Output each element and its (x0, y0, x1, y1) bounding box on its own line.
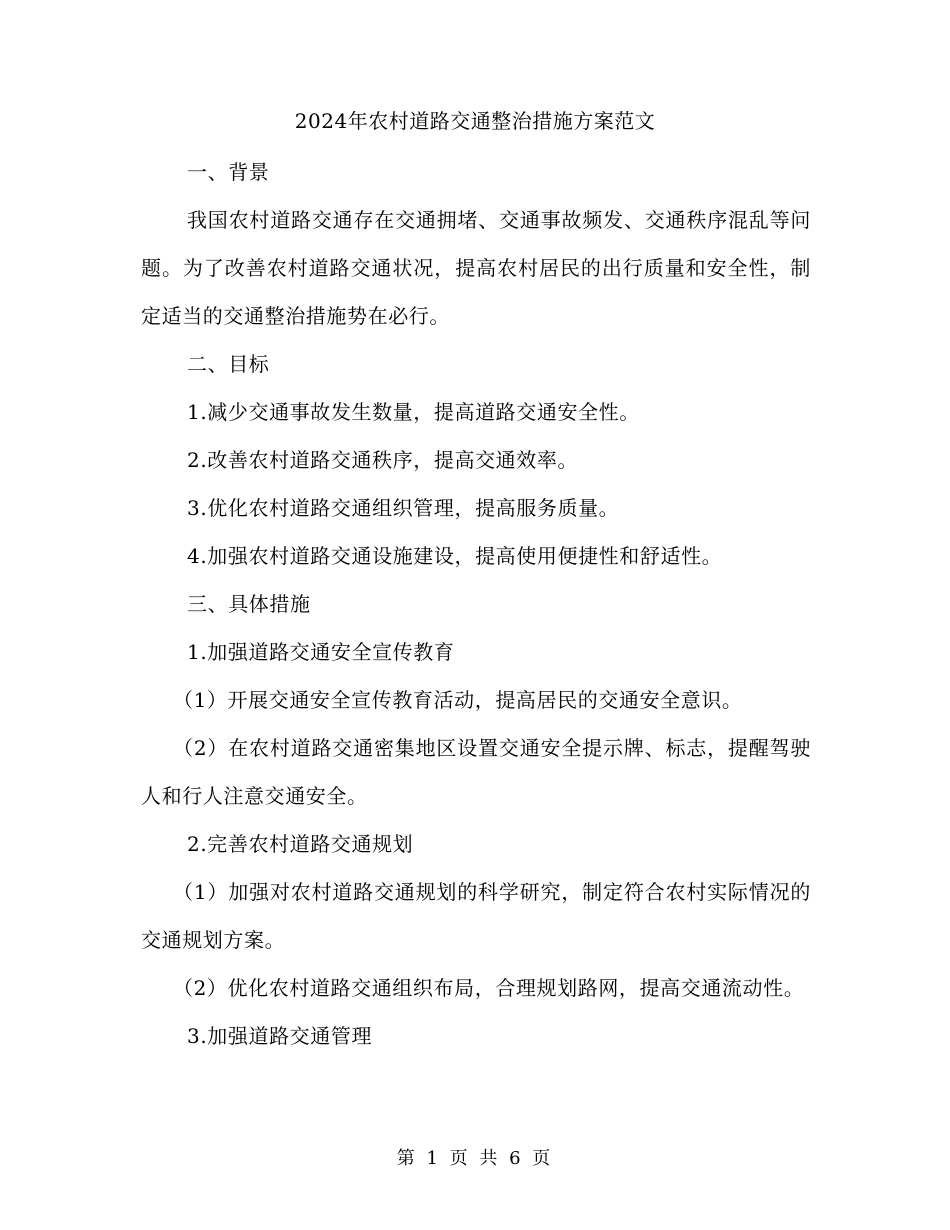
goal-item-1: 1.减少交通事故发生数量，提高道路交通安全性。 (187, 400, 640, 424)
goal-item-4: 4.加强农村道路交通设施建设，提高使用便捷性和舒适性。 (187, 544, 723, 568)
measure-heading-3: 3.加强道路交通管理 (187, 1024, 373, 1048)
section-heading-goals: 二、目标 (187, 352, 270, 376)
background-paragraph: 我国农村道路交通存在交通拥堵、交通事故频发、交通秩序混乱等问题。为了改善农村道路交通状况，提高农村居民的出行质量和安全性，制定适当的交通整治措施势在必行。 (141, 208, 811, 328)
document-title: 2024年农村道路交通整治措施方案范文 (294, 109, 656, 133)
section-heading-measures: 三、具体措施 (187, 592, 311, 616)
section-heading-background: 一、背景 (187, 160, 270, 184)
measure-1-item-1: （1）开展交通安全宣传教育活动，提高居民的交通安全意识。 (173, 688, 743, 712)
measure-heading-2: 2.完善农村道路交通规划 (187, 832, 414, 856)
goal-item-2: 2.改善农村道路交通秩序，提高交通效率。 (187, 448, 579, 472)
goal-item-3: 3.优化农村道路交通组织管理，提高服务质量。 (187, 496, 620, 520)
page-number-footer: 第 1 页 共 6 页 (396, 1148, 554, 1169)
measure-heading-1: 1.加强道路交通安全宣传教育 (187, 640, 455, 664)
measure-2-item-2: （2）优化农村道路交通组织布局，合理规划路网，提高交通流动性。 (173, 976, 805, 1000)
measure-2-item-1: （1）加强对农村道路交通规划的科学研究，制定符合农村实际情况的交通规划方案。 (141, 880, 811, 952)
measure-1-item-2: （2）在农村道路交通密集地区设置交通安全提示牌、标志，提醒驾驶人和行人注意交通安全。 (141, 736, 811, 808)
document-body (141, 148, 811, 1060)
